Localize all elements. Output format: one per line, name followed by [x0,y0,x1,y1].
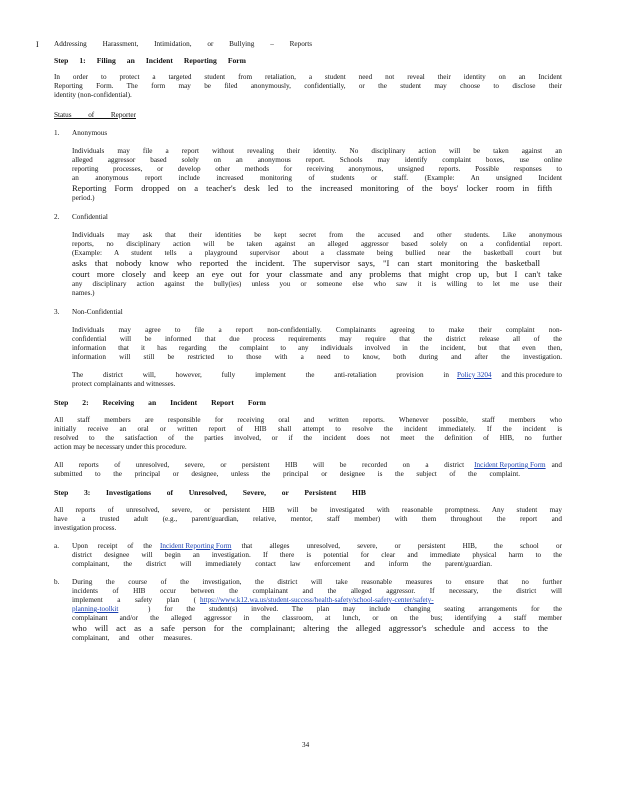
status-of-reporter-heading: Status of Reporter [54,111,136,119]
confidential-line-2: reports, no disciplinary action will be taken against an alleged aggressor based solely on a confidential report. [72,240,562,248]
confidential-line-5: court more closely and keep an eye out for your classmate and any problems that might crop up, but I can't take [72,269,562,279]
item-letter-b: b. [54,578,60,586]
non-confidential-line-1: Individuals may agree to file a report non-confidentially. Complainants agreeing to make their complaint non- [72,326,562,334]
step2-line-1: All staff members are responsible for receiving oral and written reports. Whenever possible, staff members who [54,416,562,424]
item-number: 3. [54,308,60,316]
step3-a-text: Upon receipt of the [72,542,152,550]
step3-b-line-2: incidents of HIB occur between the complainant and the alleged aggressor. If necessary, the district will [72,587,562,595]
step1-heading: Step 1: Filing an Incident Reporting Form [54,56,246,65]
non-confidential-line-3: information that it has regarding the complaint to any individuals involved in the incident, but that even then, [72,344,562,352]
policy-3204-link[interactable]: Policy 3204 [456,371,492,379]
incident-reporting-form-link[interactable]: Incident Reporting Form [474,461,546,469]
anonymous-line-5: Reporting Form dropped on a teacher's desk led to the increased monitoring of the boys' locker room in fifth [72,183,552,193]
incident-reporting-form-link-2[interactable]: Incident Reporting Form [160,542,232,550]
confidential-line-1: Individuals may ask that their identities be kept secret from the accused and other students. Like anonymous [72,231,562,239]
step3-heading: Step 3: Investigations of Unresolved, Severe, or Persistent HIB [54,488,366,497]
step3-line-1: All reports of unresolved, severe, or persistent HIB will be investigated with reasonable promptness. Any student may [54,506,562,514]
item-number: 1. [54,129,60,137]
step2-line-2: initially receive an oral or written report of HIB shall attempt to resolve the incident immediately. If the incident is [54,425,562,433]
step3-a-line-2: district designee will begin an investigation. If there is potential for clear and immediate physical harm to the [72,551,562,559]
section-roman-numeral: I [36,40,39,49]
anonymous-line-6: period.) [72,194,95,202]
step3-a-line-3: complainant, the district will immediately contact law enforcement and inform the parent/guardian. [72,560,492,568]
safety-planning-link[interactable]: https://www.k12.wa.us/student-success/health-safety/school-safety-center/safety- [200,596,434,604]
anonymous-line-1: Individuals may file a report without revealing their identity. No disciplinary action will be taken against an [72,147,562,155]
anonymous-line-4: an anonymous report include increased monitoring of students or staff. (Example: An unsigned Incident [72,174,562,182]
step2-heading: Step 2: Receiving an Incident Report Form [54,398,266,407]
step2-records-text-end: and [551,461,562,469]
page-number: 34 [302,741,310,749]
step2-line-4: action may be necessary under this procedure. [54,443,187,451]
step3-a-line-1 [72,542,562,551]
retaliation-text: The district will, however, fully implement the anti-retaliation provision in [72,371,449,379]
confidential-line-6: any disciplinary action against the bully(ies) unless you or someone else who saw it is willing to let me use their [72,280,562,288]
item-title-non-confidential: Non-Confidential [72,308,123,316]
step3-b-line-4 [72,605,562,614]
step3-b-line-7: complainant, and other measures. [72,634,192,642]
confidential-line-3: (Example: A student tells a playground supervisor about a classmate being bullied near the basketball court but [72,249,562,257]
step3-b-line-6: who will act as a safe person for the complainant; altering the alleged aggressor's schedule and access to the [72,623,548,633]
item-title-anonymous: Anonymous [72,129,108,137]
step3-b-line-5: complainant and/or the alleged aggressor in the classroom, at lunch, or on the bus; identifying a staff member [72,614,562,622]
confidential-line-4: asks that nobody know who reported the incident. The supervisor says, "I can start monitoring the basketball [72,258,540,268]
non-confidential-line-2: confidential will be informed that due process requirements may require that the district release all of the [72,335,562,343]
retaliation-text-end: and this procedure to [501,371,562,379]
step2-records-line [54,461,562,470]
item-letter-a: a. [54,542,59,550]
step1-intro-line-1: In order to protect a targeted student from retaliation, a student need not reveal their identity on an Incident [54,73,562,81]
step2-records-text: All reports of unresolved, severe, or persistent HIB will be recorded on a district [54,461,465,469]
step3-b-text: implement a safety plan ( [72,596,196,604]
step1-intro-line-2: Reporting Form. The form may be filed anonymously, confidentially, or the student may choose to disclose their [54,82,562,90]
step3-b-text-mid: ) for the student(s) involved. The plan may include changing seating arrangements for the [148,605,562,613]
retaliation-line [72,371,562,380]
confidential-line-7: names.) [72,289,95,297]
step1-intro-line-3: identity (non-confidential). [54,91,132,99]
retaliation-line-2: protect complainants and witnesses. [72,380,176,388]
step2-line-3: resolved to the satisfaction of the parties involved, or if the incident does not meet the definition of HIB, no further [54,434,562,442]
non-confidential-line-4: information will still be restricted to those with a need to know, both during and after the investigation. [72,353,562,361]
step3-b-line-1: During the course of the investigation, the district will take reasonable measures to ensure that no further [72,578,562,586]
anonymous-line-2: alleged aggressor based solely on an anonymous report. Schools may identify complaint boxes, use online [72,156,562,164]
step3-line-3: investigation process. [54,524,117,532]
step3-line-2: have a trusted adult (e.g., parent/guardian, relative, mentor, staff member) with them throughout the report and [54,515,562,523]
item-title-confidential: Confidential [72,213,108,221]
safety-planning-link-cont[interactable]: planning-toolkit [72,605,119,613]
item-number: 2. [54,213,60,221]
document-title: Addressing Harassment, Intimidation, or Bullying – Reports [54,40,312,48]
step3-b-line-3 [72,596,562,605]
anonymous-line-3: reporting processes, or develop other methods for receiving anonymous, unsigned reports. Possible responses to [72,165,562,173]
step3-a-text-end: that alleges unresolved, severe, or persistent HIB, the school or [241,542,562,550]
step2-records-line-2: submitted to the principal or designee, unless the principal or designee is the subject of the complaint. [54,470,520,478]
